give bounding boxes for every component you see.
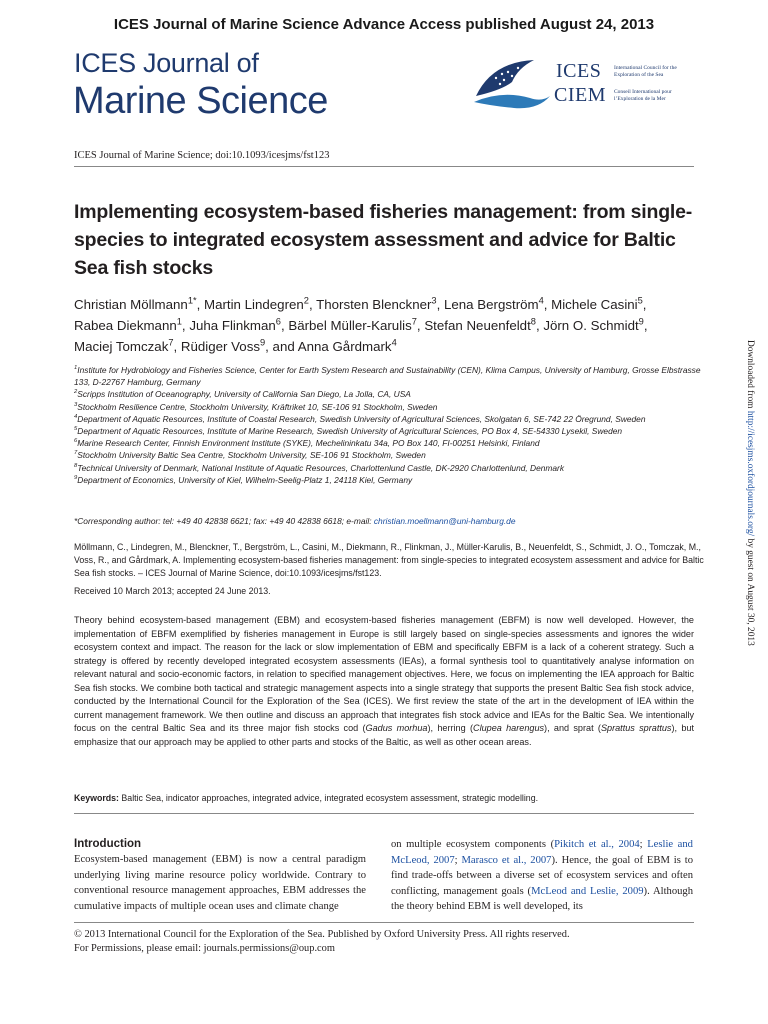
- ref-link-pikitch[interactable]: Pikitch et al., 2004: [554, 839, 640, 850]
- author-name: Martin Lindegren: [204, 297, 304, 312]
- author-affiliation-mark: 3: [431, 295, 437, 306]
- keywords-text: Baltic Sea, indicator approaches, integrated advice, integrated ecosystem assessment, strategic modelling.: [118, 793, 539, 803]
- author: [298, 339, 397, 354]
- author-affiliation-mark: 4: [391, 337, 397, 348]
- journal-title-line2: Marine Science: [73, 80, 328, 122]
- author: [74, 297, 197, 312]
- affiliation-text: Institute for Hydrobiology and Fisheries Science, Center for Earth System Research and Sustainability (CEN), Klima Campus, University of Hamburg, Grosse Elbstrasse 133, D-22767 Hamburg, Germany: [74, 365, 701, 388]
- abstract-text-2: ), herring (: [427, 723, 473, 733]
- affiliation-number: 2: [74, 389, 78, 396]
- logo-french-name: Conseil International pour l’Exploration de la Mer: [614, 89, 672, 102]
- received-dates: Received 10 March 2013; accepted 24 June 2013.: [74, 586, 271, 596]
- author-separator: ,: [643, 318, 648, 333]
- author: [424, 318, 536, 333]
- affiliation-item: [74, 364, 704, 388]
- ref-link-mcleod-leslie[interactable]: McLeod and Leslie, 2009: [531, 885, 644, 897]
- author-affiliation-mark: 7: [411, 316, 417, 327]
- author-affiliation-mark: 1: [176, 316, 182, 327]
- journal-title-line1: ICES Journal of: [74, 48, 259, 78]
- author: [74, 318, 182, 333]
- author-separator: ,: [181, 318, 190, 333]
- affiliation-text: Technical University of Denmark, National Institute of Aquatic Resources, Charlottenlund Castle, DK-2920 Charlottenlund, Denmark: [77, 462, 565, 473]
- author-name: Rabea Diekmann: [74, 318, 177, 333]
- intro-right-text-3: ;: [454, 854, 462, 866]
- author: [189, 318, 281, 333]
- article-title: Implementing ecosystem-based fisheries management: from single-species to integrated ecosystem assessment and advice for Baltic Sea fish stocks: [74, 201, 693, 279]
- affiliation-item: [74, 401, 704, 413]
- keywords-label: Keywords:: [74, 793, 119, 803]
- author-affiliation-mark: 9: [260, 337, 266, 348]
- affiliation-number: 4: [74, 414, 78, 421]
- affiliation-number: 7: [74, 450, 78, 457]
- author-affiliation-mark: 7: [168, 337, 174, 348]
- abstract-species-herring: Clupea harengus: [473, 723, 545, 733]
- corresponding-author-text: *Corresponding author: tel: +49 40 42838 6621; fax: +49 40 42838 6618; e-mail:: [74, 516, 374, 526]
- affiliation-item: [74, 462, 704, 474]
- affiliation-number: 3: [74, 401, 78, 408]
- author: [543, 318, 644, 333]
- affiliation-text: Stockholm University Baltic Sea Centre, Stockholm University, SE-106 91 Stockholm, Sweden: [77, 450, 426, 461]
- affiliation-number: 5: [74, 426, 78, 433]
- author-affiliation-mark: 9: [638, 316, 644, 327]
- affiliation-item: [74, 425, 704, 437]
- author: [181, 339, 265, 354]
- author-name: Anna Gårdmark: [297, 339, 392, 354]
- introduction-right-column: [391, 837, 693, 915]
- author: [204, 297, 309, 312]
- doi-line: ICES Journal of Marine Science; doi:10.1093/icesjms/fst123: [74, 150, 330, 161]
- affiliation-text: Department of Aquatic Resources, Institute of Coastal Research, Swedish University of Agricultural Sciences, Skolgatan 6, SE-742 22 Öregrund, Sweden: [77, 413, 646, 424]
- intro-right-text-5: ). Although the theory behind EBM is well developed, its: [391, 885, 694, 913]
- affiliation-item: [74, 437, 704, 449]
- download-side-note-text: [745, 340, 755, 646]
- copyright-notice: [74, 928, 694, 956]
- affiliation-text: Scripps Institution of Oceanography, University of California San Diego, La Jolla, CA, USA: [77, 389, 411, 400]
- intro-right-text-2: ;: [639, 839, 648, 850]
- permissions-line: For Permissions, please email: journals.permissions@oup.com: [74, 943, 335, 954]
- author-name: Michele Casini: [551, 297, 638, 312]
- author-name: Bärbel Müller-Karulis: [288, 318, 412, 333]
- abstract: [74, 614, 694, 749]
- author-affiliation-mark: 1*: [187, 295, 197, 306]
- ices-logo-icon: [472, 56, 552, 112]
- author: [74, 339, 174, 354]
- author-separator: ,: [308, 297, 317, 312]
- author-name: Rüdiger Voss: [180, 339, 260, 354]
- intro-right-text-1: on multiple ecosystem components (: [391, 839, 555, 850]
- footer-divider: [74, 922, 694, 923]
- logo-ices-text: ICES: [556, 60, 602, 82]
- affiliation-text: Department of Economics, University of Kiel, Wilhelm-Seelig-Platz 1, 24118 Kiel, Germany: [77, 474, 413, 485]
- affiliation-number: 8: [74, 462, 78, 469]
- abstract-text-1: Theory behind ecosystem-based management (EBM) and ecosystem-based fisheries management (EBFM) is now well developed. However, the implementation of EBFM exemplified by fisheries management in Europe is still largely based on single-species assessments and ignores the wider ecosystem context and impact. The reason for the lack or slow implementation of EBM and specifically EBFM is a lack of a coherent strategy. Such a strategy is offered by recently developed integrated ecosystem assessments (IEAs), a formal synthesis tool to quantitatively analyse information on relevant natural and socio-economic factors, in relation to specified management objectives. Here, we focus on implementing the IEA approach for Baltic Sea fish stocks. We combine both tactical and strategic management aspects into a single strategy that supports the present Baltic Sea fish stock advice, conducted by the International Council for the Exploration of the Sea (ICES). We first review the state of the art in the development of IEA within the current management framework. We then outline and discuss an approach that integrates fish stock advice and IEAs for the Baltic Sea. We intentionally focus on the central Baltic Sea and its three major fish stocks cod (: [74, 615, 694, 733]
- author-affiliation-mark: 5: [637, 295, 643, 306]
- affiliation-text: Marine Research Center, Finnish Environment Institute (SYKE), Mechelininkatu 34a, PO Box 140, FI-00251 Helsinki, Finland: [77, 438, 540, 449]
- author-separator: ,: [196, 297, 204, 312]
- author-name: Lena Bergström: [443, 297, 539, 312]
- side-note-suffix: by guest on August 30, 2013: [745, 536, 755, 646]
- side-note-prefix: Downloaded from: [745, 340, 755, 411]
- ref-link-marasco[interactable]: Marasco et al., 2007: [461, 854, 552, 866]
- author: [316, 297, 436, 312]
- abstract-species-sprat: Sprattus sprattus: [600, 723, 672, 733]
- introduction-left-column: Ecosystem-based management (EBM) is now a central paradigm underlying living marine resource policy worldwide. Contrary to conventional resource management approaches, EBM addresses the cumulative impacts of multiple ocean uses and climate change: [74, 854, 366, 912]
- author-name: Jörn O. Schmidt: [543, 318, 639, 333]
- author-name: Maciej Tomczak: [74, 339, 169, 354]
- author-list: [74, 294, 704, 357]
- author-affiliation-mark: 6: [275, 316, 281, 327]
- author-separator: , and: [265, 339, 298, 354]
- advance-access-banner: ICES Journal of Marine Science Advance Access published August 24, 2013: [113, 16, 655, 33]
- ref-link-leslie-mcleod[interactable]: Leslie and McLeod, 2007: [391, 839, 693, 866]
- logo-ciem-text: CIEM: [554, 84, 606, 106]
- corresponding-email-link[interactable]: christian.moellmann@uni-hamburg.de: [373, 516, 516, 526]
- affiliation-text: Department of Aquatic Resources, Institute of Marine Research, Swedish University of Agricultural Sciences, PO Box 4, SE-54330 Lysekil, Sweden: [77, 426, 623, 437]
- affiliation-number: 9: [74, 475, 78, 482]
- download-side-note: [742, 340, 756, 684]
- author-name: Thorsten Blenckner: [316, 297, 432, 312]
- logo-english-name: International Council for the Exploration of the Sea: [614, 65, 677, 78]
- author-separator: ,: [173, 339, 181, 354]
- affiliation-text: Stockholm Resilience Centre, Stockholm University, Kräftriket 10, SE-106 91 Stockholm, Sweden: [77, 401, 438, 412]
- author-name: Juha Flinkman: [189, 318, 276, 333]
- intro-right-text-4: ). Hence, the goal of EBM is to find trade-offs between a diverse set of ecosystem services and often conflicting, management goals (: [391, 854, 694, 897]
- abstract-species-cod: Gadus morhua: [365, 723, 428, 733]
- affiliation-item: [74, 449, 704, 461]
- header-divider: [74, 166, 694, 167]
- introduction-heading: Introduction: [74, 838, 142, 850]
- affiliation-item: [74, 388, 704, 400]
- side-note-link[interactable]: http://icesjms.oxfordjournals.org/: [745, 410, 755, 537]
- citation-text: Möllmann, C., Lindegren, M., Blenckner, T., Bergström, L., Casini, M., Diekmann, R., Flinkman, J., Müller-Karulis, B., Neuenfeldt, S., Schmidt, J. O., Tomczak, M., Voss, R., and Gårdmark, A. Implementing ecosystem-based fisheries management: from single-species to integrated ecosystem assessment and advice for Baltic Sea fish stocks. – ICES Journal of Marine Science, doi:10.1093/icesjms/fst123.: [74, 542, 704, 579]
- abstract-divider: [74, 813, 694, 814]
- author-name: Stefan Neuenfeldt: [424, 318, 531, 333]
- author-name: Christian Möllmann: [74, 297, 188, 312]
- affiliation-item: [74, 413, 704, 425]
- abstract-text-4: ), but emphasize that our approach may be applied to other parts and stocks of the Baltic, as well as other ocean areas.: [74, 723, 694, 747]
- copyright-line: © 2013 International Council for the Exploration of the Sea. Published by Oxford University Press. All rights reserved.: [74, 929, 570, 940]
- author: [288, 318, 417, 333]
- author-separator: ,: [416, 318, 425, 333]
- affiliation-number: 1: [74, 365, 78, 372]
- author-separator: ,: [436, 297, 444, 312]
- abstract-text-3: ), and sprat (: [544, 723, 601, 733]
- affiliation-list: [74, 364, 704, 486]
- author-affiliation-mark: 4: [538, 295, 544, 306]
- corresponding-author: [74, 516, 704, 526]
- author-affiliation-mark: 2: [303, 295, 309, 306]
- author-separator: ,: [543, 297, 552, 312]
- author-separator: ,: [280, 318, 289, 333]
- author-separator: ,: [535, 318, 544, 333]
- author: [551, 297, 643, 312]
- keywords: [74, 793, 694, 803]
- affiliation-item: [74, 474, 704, 486]
- author-affiliation-mark: 8: [530, 316, 536, 327]
- author: [444, 297, 544, 312]
- author-separator: ,: [642, 297, 647, 312]
- affiliation-number: 6: [74, 438, 78, 445]
